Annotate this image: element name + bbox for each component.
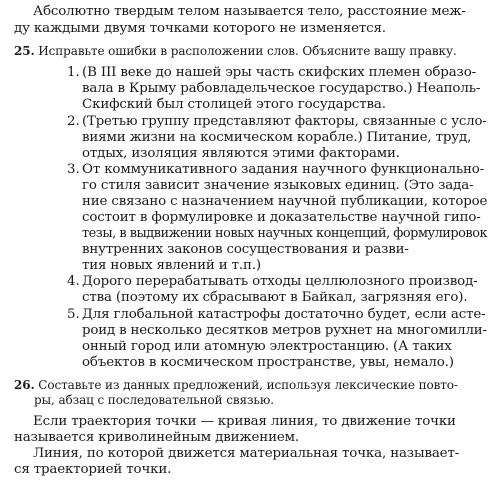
item-line: онный город или атомную электростанцию. (А таких [82,338,452,354]
item-line: го стиля зависит значение языковых единиц. (Это зада- [82,178,474,194]
item-line: роид в несколько десятков метров рухнет на многомилли- [82,322,487,338]
item-number: 2. [67,113,80,129]
intro-line: Абсолютно твердым телом называется тело, расстояние меж- [33,3,466,19]
item-line: От коммуникативного задания научного функционально- [82,162,485,178]
item-line: ние связано с назначением научной публикации, которое [82,194,488,210]
item-line: отдых, изоляция являются этими факторами. [82,145,400,161]
item-line: объектов в космическом пространстве, увы, немало.) [82,354,454,370]
paragraph-line: называется криволинейным движением. [14,430,300,446]
paragraph-line: Линия, по которой движется материальная точка, называет- [33,446,460,462]
item-line: вала в Крыму рабовладельческое государство.) Неаполь- [82,81,481,97]
task-number: 26. [14,378,35,393]
item-line: ства (поэтому их сбрасывают в Байкал, загрязняя его). [82,290,468,306]
task-text: Исправьте ошибки в расположении слов. Объясните вашу правку. [38,43,457,58]
intro-line: ду каждыми двумя точками которого не изменяется. [14,20,386,36]
item-number: 4. [67,274,80,290]
paragraph-line: ся траекторией точки. [14,462,172,477]
item-number: 5. [67,307,80,323]
task-25-heading [14,43,457,59]
task-text: Составьте из данных предложений, используя лексические повто- [38,378,458,393]
item-line: Скифский был столицей этого государства. [82,97,386,113]
task-number: 25. [14,43,35,58]
item-line: виями жизни на космическом корабле.) Питание, труд, [82,129,472,145]
item-line: (Третью группу представляют факторы, связанные с усло- [82,113,487,129]
item-number: 3. [67,162,80,178]
item-line: внутренних законов сосуществования и разви- [82,241,409,257]
item-line: тия новых явлений и т.п.) [82,257,261,273]
item-number: 1. [67,65,80,81]
task-text-line: ры, абзац с последовательной связью. [34,393,274,407]
item-line: Дорого перерабатывать отходы целлюлозного производ- [82,274,478,290]
paragraph-line: Если траектория точки — кривая линия, то движение точки [33,414,456,430]
task-26-heading [14,377,458,393]
item-line: состоит в формулировке и доказательстве научной гипо- [82,210,481,225]
item-line: Для глобальной катастрофы достаточно будет, если асте- [82,307,486,323]
item-line: тезы, в выдвижении новых научных концепций, формулировок [82,225,488,241]
item-line: (В III веке до нашей эры часть скифских племен образо- [82,65,476,81]
